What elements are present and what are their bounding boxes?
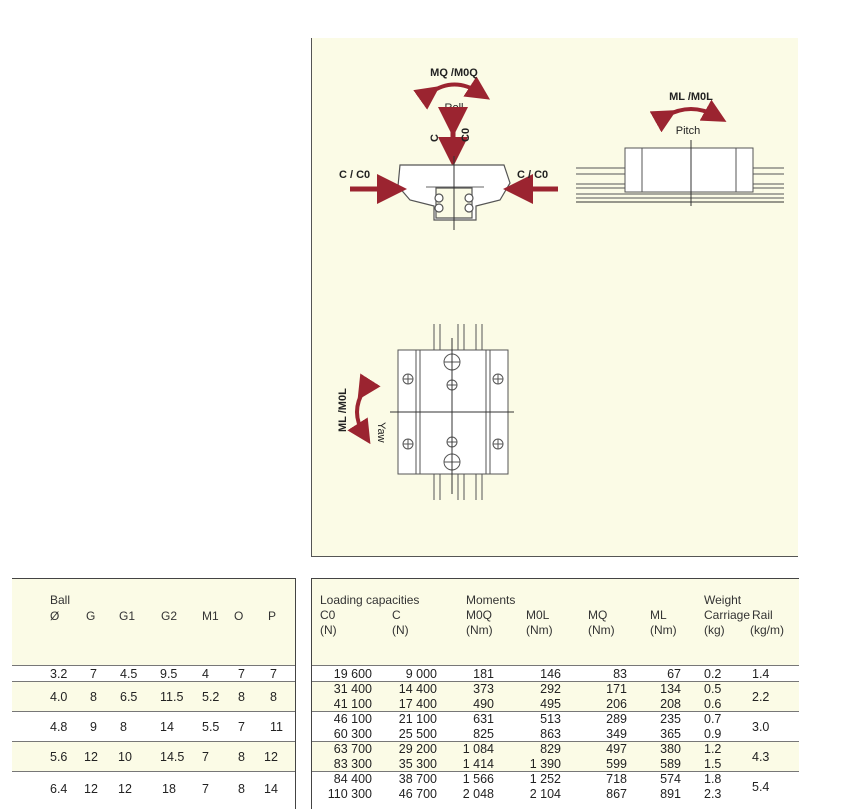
table-cell: 1.5: [704, 757, 722, 771]
table-cell: 631: [473, 712, 494, 726]
table-cell: 292: [540, 682, 561, 696]
unit-mq: (Nm): [588, 623, 615, 637]
table-cell: 373: [473, 682, 494, 696]
header-rail: Rail: [752, 608, 773, 622]
table-row-group: [312, 681, 799, 712]
unit-c0: (N): [320, 623, 337, 637]
table-cell: 21 100: [398, 712, 437, 726]
table-cell: 289: [606, 712, 627, 726]
table-row: [312, 665, 799, 682]
table-cell: 0.7: [704, 712, 722, 726]
c0-vertical-label: C0: [460, 127, 472, 142]
table-cell: 497: [606, 742, 627, 756]
unit-rail: (kg/m): [750, 623, 784, 637]
table-row-group: [312, 711, 799, 742]
table-cell: 867: [606, 787, 627, 801]
table-cell: 41 100: [333, 697, 372, 711]
table-cell: 4: [202, 667, 209, 681]
table-cell: 12: [264, 750, 278, 764]
header-m0q: M0Q: [466, 608, 493, 622]
table-cell: 1.2: [704, 742, 722, 756]
table-cell: 1.8: [704, 772, 722, 786]
roll-label: Roll: [444, 102, 464, 114]
header-c0: C0: [320, 608, 336, 622]
table-cell: 171: [606, 682, 627, 696]
table-cell: 14 400: [398, 682, 437, 696]
table-cell: 0.9: [704, 727, 722, 741]
table-cell: 14: [160, 720, 174, 734]
table-cell: 5.5: [202, 720, 220, 734]
table-cell: 19 600: [333, 667, 372, 681]
header-m0l: M0L: [526, 608, 550, 622]
yaw-label: Yaw: [375, 422, 387, 443]
table-cell: 380: [660, 742, 681, 756]
table-cell: 0.2: [704, 667, 722, 681]
table-cell: 11.5: [160, 690, 184, 704]
table-cell: 0.6: [704, 697, 722, 711]
table-row: [12, 711, 295, 742]
table-cell: 718: [606, 772, 627, 786]
header-weight: Weight: [704, 593, 742, 607]
roll-arrow: [430, 85, 480, 94]
table-cell: 83 300: [333, 757, 372, 771]
table-cell: 14.5: [160, 750, 185, 764]
table-cell: 10: [118, 750, 132, 764]
table-cell: 38 700: [398, 772, 437, 786]
table-cell: 589: [660, 757, 681, 771]
unit-m0l: (Nm): [526, 623, 553, 637]
header-o: O: [234, 609, 244, 623]
table-cell: 12: [118, 782, 132, 796]
table-cell: 14: [264, 782, 278, 796]
table-cell: 4.5: [120, 667, 138, 681]
table-cell: 7: [238, 720, 245, 734]
table-cell: 25 500: [398, 727, 437, 741]
table-cell: 146: [540, 667, 561, 681]
table-cell: 3.2: [50, 667, 68, 681]
table-cell: 365: [660, 727, 681, 741]
table-cell: 1 084: [462, 742, 494, 756]
table-cell: 11: [270, 720, 283, 734]
table-cell: 4.0: [50, 690, 68, 704]
table-cell: 825: [473, 727, 494, 741]
table-cell: 206: [606, 697, 627, 711]
carriage-side-view: [576, 148, 784, 198]
rail-weight: 4.3: [752, 750, 770, 764]
table-cell: 83: [613, 667, 627, 681]
table-cell: 60 300: [333, 727, 372, 741]
table-row: [12, 741, 295, 772]
rail-weight: 5.4: [752, 780, 770, 794]
table-cell: 513: [540, 712, 561, 726]
table-row-group: [312, 741, 799, 772]
table-cell: 12: [84, 750, 98, 764]
mq-label: MQ /M0Q: [430, 67, 478, 79]
table-cell: 6.4: [50, 782, 68, 796]
table-cell: 7: [202, 782, 209, 796]
table-cell: 46 100: [333, 712, 372, 726]
load-diagram-panel: [311, 38, 798, 557]
table-row: [12, 771, 295, 810]
table-cell: 4.8: [50, 720, 68, 734]
rail-weight: 3.0: [752, 720, 770, 734]
table-cell: 235: [660, 712, 681, 726]
table-cell: 1 252: [529, 772, 561, 786]
table-cell: 2 104: [529, 787, 561, 801]
table-cell: 134: [660, 682, 681, 696]
table-cell: 9: [90, 720, 97, 734]
header-carriage: Carriage: [704, 608, 751, 622]
table-cell: 1 414: [462, 757, 494, 771]
ml-yaw-label: ML /M0L: [337, 388, 349, 432]
rail-weight: 2.2: [752, 690, 770, 704]
header-ml: ML: [650, 608, 667, 622]
unit-c: (N): [392, 623, 409, 637]
table-cell: 1 390: [529, 757, 561, 771]
table-cell: 0.5: [704, 682, 722, 696]
table-cell: 1 566: [462, 772, 494, 786]
table-cell: 84 400: [333, 772, 372, 786]
table-row-group: [312, 771, 799, 810]
table-cell: 63 700: [333, 742, 372, 756]
table-cell: 46 700: [398, 787, 437, 801]
c-right-label: C / C0: [517, 169, 549, 181]
table-cell: 863: [540, 727, 561, 741]
header-ball: Ball: [50, 593, 71, 607]
pitch-arrow: [666, 109, 716, 116]
table-cell: 7: [202, 750, 209, 764]
table-cell: 67: [667, 667, 681, 681]
header-c: C: [392, 608, 401, 622]
table-cell: 9 000: [405, 667, 437, 681]
table-cell: 208: [660, 697, 681, 711]
unit-m0q: (Nm): [466, 623, 493, 637]
unit-carriage: (kg): [704, 623, 725, 637]
load-direction-diagram: [312, 38, 799, 557]
header-moments: Moments: [466, 593, 516, 607]
yaw-arrow: [357, 390, 364, 434]
rail-weight: 1.4: [752, 667, 770, 681]
capacities-table: [311, 578, 799, 809]
table-cell: 495: [540, 697, 561, 711]
table-cell: 110 300: [327, 787, 372, 801]
table-cell: 829: [540, 742, 561, 756]
table-cell: 8: [238, 750, 245, 764]
header-diameter: Ø: [50, 609, 60, 623]
ml-pitch-label: ML /M0L: [669, 91, 713, 103]
header-mq: MQ: [588, 608, 608, 622]
c-left-label: C / C0: [339, 169, 371, 181]
table-cell: 7: [90, 667, 97, 681]
table-cell: 17 400: [398, 697, 437, 711]
header-g: G: [86, 609, 96, 623]
table-cell: 891: [660, 787, 681, 801]
pitch-label: Pitch: [675, 125, 701, 137]
table-cell: 8: [238, 690, 245, 704]
header-loading-capacities: Loading capacities: [320, 593, 420, 607]
table-cell: 12: [84, 782, 98, 796]
header-g2: G2: [161, 609, 178, 623]
table-cell: 8: [238, 782, 245, 796]
table-cell: 6.5: [120, 690, 138, 704]
table-cell: 29 200: [398, 742, 437, 756]
table-cell: 9.5: [160, 667, 178, 681]
header-m1: M1: [202, 609, 219, 623]
table-cell: 2.3: [704, 787, 722, 801]
table-row: [12, 665, 295, 682]
unit-ml: (Nm): [650, 623, 677, 637]
header-p: P: [268, 609, 277, 623]
table-cell: 7: [270, 667, 277, 681]
table-cell: 8: [270, 690, 277, 704]
table-cell: 7: [238, 667, 245, 681]
table-cell: 31 400: [333, 682, 372, 696]
dimensions-table: [12, 578, 296, 809]
table-cell: 181: [473, 667, 494, 681]
table-cell: 5.2: [202, 690, 220, 704]
table-cell: 35 300: [398, 757, 437, 771]
table-cell: 5.6: [50, 750, 68, 764]
table-cell: 490: [473, 697, 494, 711]
table-cell: 599: [606, 757, 627, 771]
header-g1: G1: [119, 609, 136, 623]
table-cell: 349: [606, 727, 627, 741]
table-cell: 8: [120, 720, 127, 734]
c-vertical-label: C: [429, 134, 441, 142]
table-cell: 574: [660, 772, 681, 786]
table-cell: 8: [90, 690, 97, 704]
table-cell: 18: [162, 782, 176, 796]
table-row: [12, 681, 295, 712]
table-cell: 2 048: [462, 787, 494, 801]
